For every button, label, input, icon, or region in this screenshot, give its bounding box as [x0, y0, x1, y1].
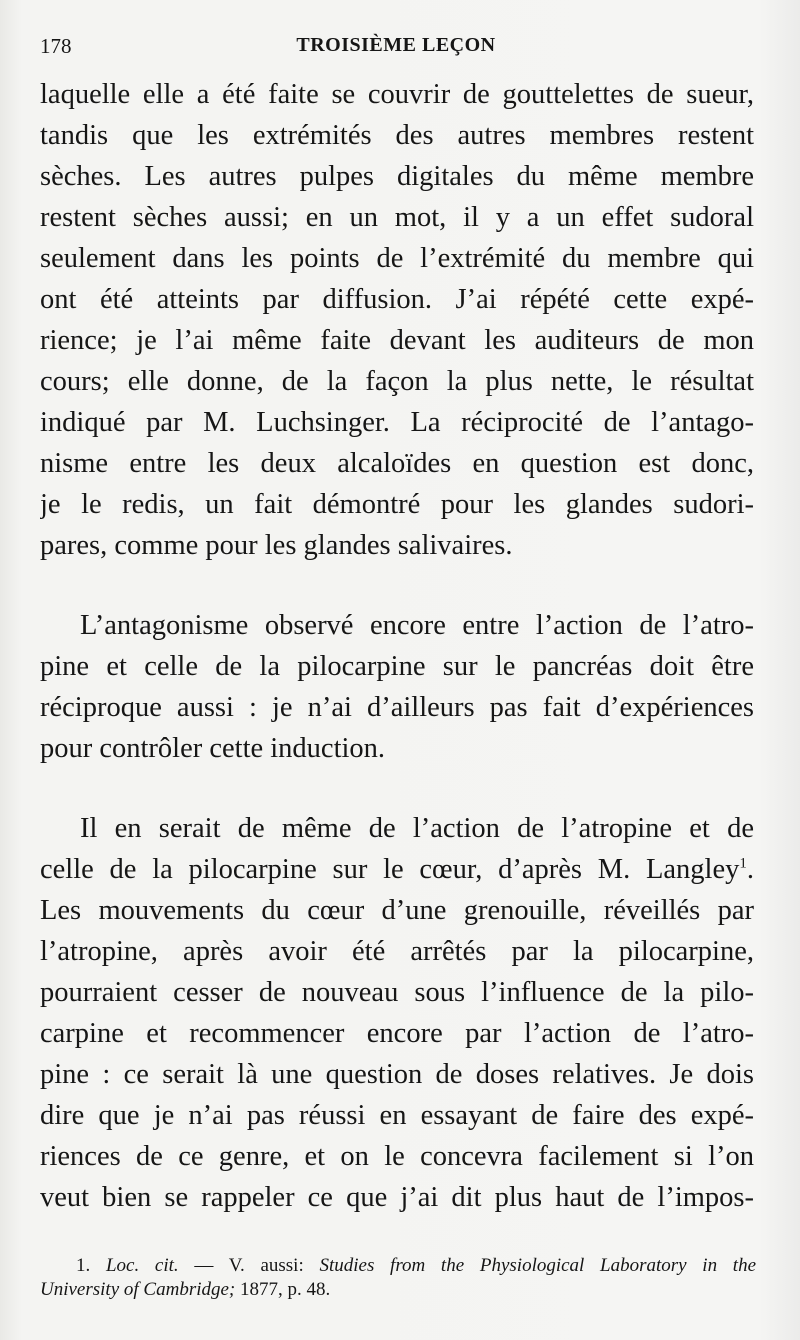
running-head: TROISIÈME LEÇON [296, 34, 496, 56]
text-line: sèches. Les autres pulpes digitales du même membre [40, 161, 754, 192]
paragraph [40, 605, 754, 769]
text-line: veut bien se rappeler ce que j’ai dit plus haut de l’impos- [40, 1182, 754, 1213]
text-line: Les mouvements du cœur d’une grenouille, réveillés par [40, 895, 754, 926]
paragraph [40, 808, 754, 1218]
footnote-rest: 1877, p. 48. [235, 1279, 331, 1300]
text-line: pourraient cesser de nouveau sous l’influence de la pilo- [40, 977, 754, 1008]
footnotes [40, 1254, 756, 1302]
footnote-number: 1. [76, 1255, 91, 1276]
text-line: réciproque aussi : je n’ai d’ailleurs pas fait d’expériences [40, 692, 754, 723]
page-number: 178 [40, 34, 72, 58]
text-line: pine : ce serait là une question de doses relatives. Je dois [40, 1059, 754, 1090]
footnote-dash: — V. aussi: [178, 1255, 320, 1276]
text-line: riences de ce genre, et on le concevra facilement si l’on [40, 1141, 754, 1172]
paragraph-gap [40, 566, 754, 605]
body-text [40, 74, 754, 1218]
footnote-line [40, 1254, 756, 1278]
footnote-reference-suffix: . [746, 854, 754, 885]
paragraph [40, 74, 754, 566]
page-header [40, 34, 752, 68]
text-line: l’atropine, après avoir été arrêtés par la pilocarpine, [40, 936, 754, 967]
text-line: rience; je l’ai même faite devant les auditeurs de mon [40, 325, 754, 356]
text-line: pares, comme pour les glandes salivaires. [40, 530, 513, 561]
footnote-line [40, 1278, 756, 1302]
text-line: L’antagonisme observé encore entre l’action de l’atro- [80, 610, 754, 641]
text-line: je le redis, un fait démontré pour les glandes sudori- [40, 489, 754, 520]
text-line: cours; elle donne, de la façon la plus nette, le résultat [40, 366, 754, 397]
footnote-title: Studies from the Physiological Laboratory in the [319, 1255, 757, 1276]
text-line: tandis que les extrémités des autres membres restent [40, 120, 754, 151]
text-line: pour contrôler cette induction. [40, 733, 386, 764]
paragraph-gap [40, 769, 754, 808]
footnote-loc: Loc. cit. [105, 1255, 179, 1276]
footnote-reference: 1 [739, 855, 747, 872]
footnote-title-cont: University of Cambridge; [40, 1279, 236, 1300]
text-line: nisme entre les deux alcaloïdes en question est donc, [40, 448, 754, 479]
text-line [40, 849, 754, 890]
text-line: seulement dans les points de l’extrémité du membre qui [40, 243, 754, 274]
text-line: restent sèches aussi; en un mot, il y a un effet sudoral [40, 202, 754, 233]
text-line-content: celle de la pilocarpine sur le cœur, d’après M. Langley [40, 854, 740, 885]
text-line: pine et celle de la pilocarpine sur le pancréas doit être [40, 651, 754, 682]
text-line: dire que je n’ai pas réussi en essayant de faire des expé- [40, 1100, 754, 1131]
text-line: laquelle elle a été faite se couvrir de gouttelettes de sueur, [40, 79, 754, 110]
text-line: indiqué par M. Luchsinger. La réciprocité de l’antago- [40, 407, 754, 438]
text-line: ont été atteints par diffusion. J’ai répété cette expé- [40, 284, 754, 315]
text-line: carpine et recommencer encore par l’action de l’atro- [40, 1018, 754, 1049]
text-line: Il en serait de même de l’action de l’atropine et de [80, 813, 754, 844]
